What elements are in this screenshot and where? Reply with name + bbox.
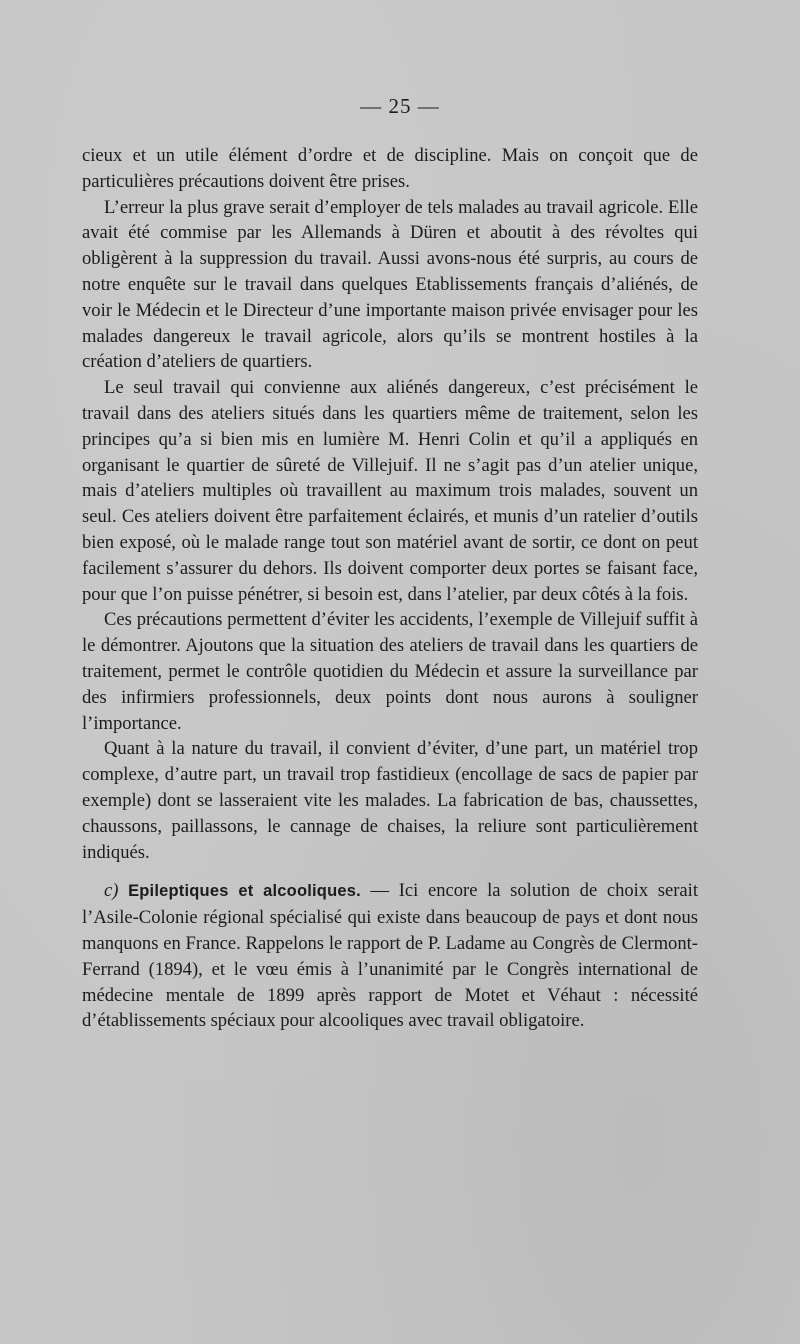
section-dash: — xyxy=(360,880,399,902)
paragraph-nature-of-work: Quant à la nature du travail, il convient d’éviter, d’une part, un matériel trop complexe, d’autre part, un travail trop fastidieux (encollage de sacs de papier par exemple) dont se lasseraient vite les malades. La fabrication de bas, chaussettes, chaussons, paillassons, le cannage de chaises, la reliure sont particulièrement indiqués. xyxy=(82,738,698,863)
paragraph-continuation: cieux et un utile élément d’ordre et de discipline. Mais on conçoit que de particulières précautions doivent être prises. xyxy=(82,145,698,192)
paragraph-workshops: Le seul travail qui convienne aux aliénés dangereux, c’est précisément le travail dans des ateliers situés dans les quartiers même de traitement, selon les principes qu’a si bien mis en lumière M. Henri Colin et qu’il a appliqués en organisant le quartier de sûreté de Villejuif. Il ne s’agit pas d’un atelier unique, mais d’ateliers multiples où travaillent au maximum trois malades, souvent un seul. Ces ateliers doivent être parfaitement éclairés, et munis d’un ratelier d’outils bien exposé, où le malade range tout son matériel avant de sortir, ce dont on peut facilement s’assurer du dehors. Ils doivent comporter deux portes se faisant face, pour que l’on puisse pénétrer, si besoin est, dans l’atelier, par deux côtés à la fois. xyxy=(82,377,698,605)
section-text: Ici encore la solution de choix serait l’Asile-Colonie régional spécialisé qui existe dans beaucoup de pays et dont nous manquons en France. Rappelons le rapport de P. Ladame au Congrès de Clermont-Ferrand (1894), et le vœu émis à l’unanimité par le Congrès international de médecine mentale de 1899 après rapport de Motet et Véhaut : nécessité d’établissements spéciaux pour alcooliques avec travail obligatoire. xyxy=(82,880,699,1032)
section-heading: Epileptiques et alcooliques. xyxy=(128,882,361,901)
page-number: — 25 — xyxy=(360,94,440,118)
section-epileptics-alcoholics xyxy=(82,878,698,1034)
body-text xyxy=(82,143,698,1034)
section-marker: c) xyxy=(104,880,119,902)
paragraph-precautions: Ces précautions permettent d’éviter les accidents, l’exemple de Villejuif suffit à le démontrer. Ajoutons que la situation des ateliers de travail dans les quartiers de traitement, permet le contrôle quotidien du Médecin et assure la surveillance par des infirmiers professionnels, deux points dont nous aurons à souligner l’importance. xyxy=(82,609,698,734)
paragraph-agricultural-work: L’erreur la plus grave serait d’employer de tels malades au travail agricole. Elle avait été commise par les Allemands à Düren et aboutit à des révoltes qui obligèrent à la suppression du travail. Aussi avons-nous été surpris, au cours de notre enquête sur le travail dans quelques Etablissements français d’aliénés, de voir le Médecin et le Directeur d’une importante maison privée envisager pour les malades dangereux le travail agricole, alors qu’ils se montrent hostiles à la création d’ateliers de quartiers. xyxy=(82,196,698,373)
